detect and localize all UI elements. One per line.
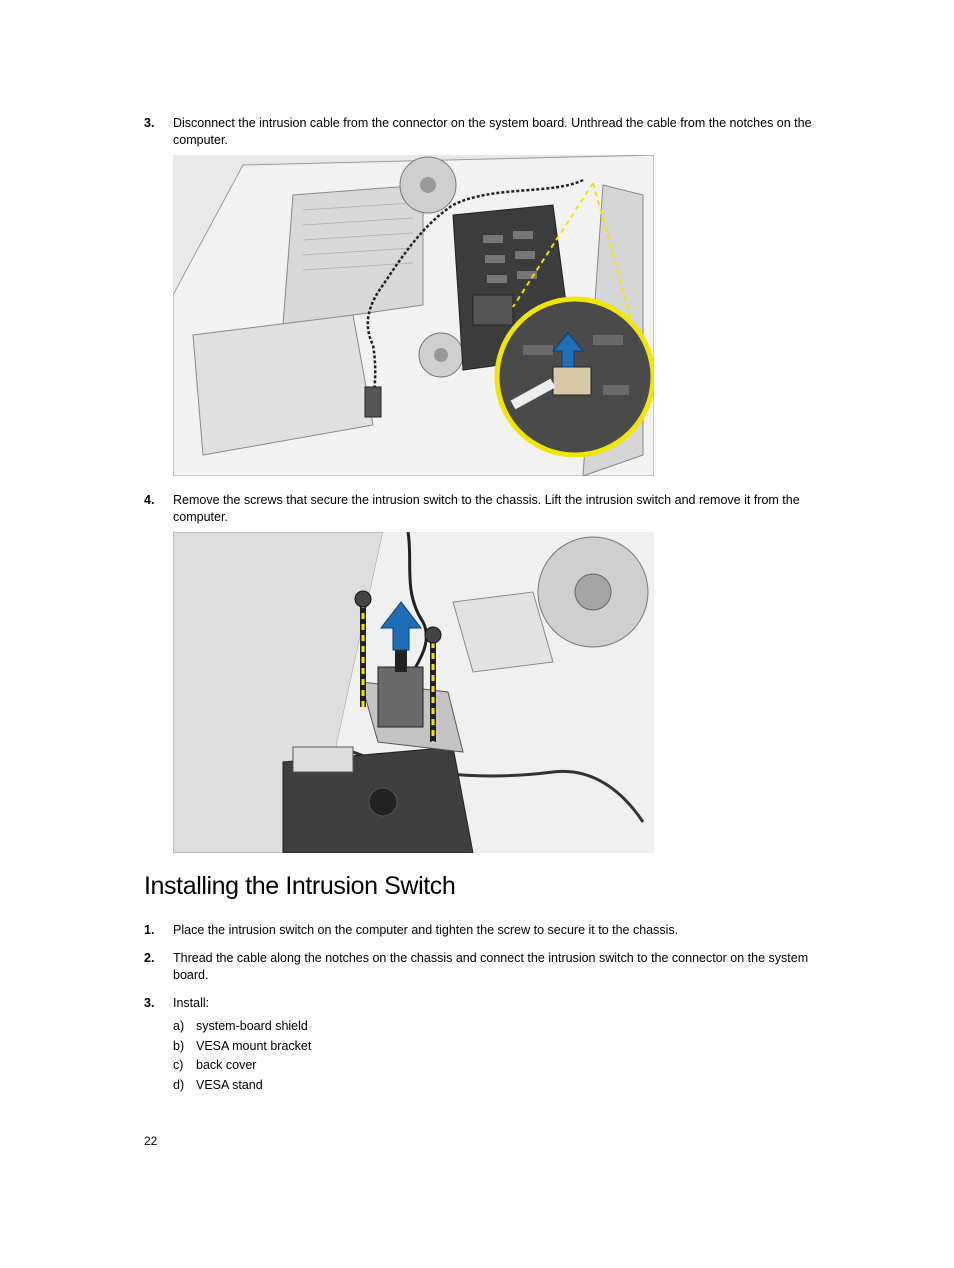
step-text: Disconnect the intrusion cable from the connector on the system board. Unthread the cable from the notches on the computer.	[173, 116, 812, 147]
install-items-list	[173, 1017, 311, 1096]
list-item	[173, 1056, 311, 1076]
item-letter: c)	[173, 1058, 184, 1073]
item-text: back cover	[196, 1058, 257, 1073]
section-title: Installing the Intrusion Switch	[144, 872, 456, 900]
item-text: VESA mount bracket	[196, 1038, 312, 1053]
item-text: system-board shield	[196, 1019, 308, 1033]
step-text: Remove the screws that secure the intrusion switch to the chassis. Lift the intrusion switch and remove it from the computer.	[173, 493, 800, 524]
page-number: 22	[144, 1134, 158, 1148]
step-text: Install:	[173, 996, 210, 1010]
step-number: 2.	[144, 951, 155, 965]
cable-disconnect-illustration	[173, 155, 654, 476]
step-text: Place the intrusion switch on the computer and tighten the screw to secure it to the chassis.	[173, 923, 679, 937]
step-number: 3.	[144, 996, 155, 1010]
list-item	[173, 1076, 311, 1096]
list-item	[173, 1017, 311, 1037]
step-number: 4.	[144, 493, 155, 507]
step-text: Thread the cable along the notches on the chassis and connect the intrusion switch to the connector on the system board.	[173, 951, 809, 982]
item-text: VESA stand	[196, 1078, 263, 1093]
item-letter: d)	[173, 1078, 185, 1093]
switch-removal-illustration	[173, 532, 654, 853]
item-letter: b)	[173, 1038, 185, 1053]
item-letter: a)	[173, 1019, 185, 1033]
step-number: 3.	[144, 116, 155, 130]
list-item	[173, 1037, 311, 1057]
step-number: 1.	[144, 923, 155, 937]
